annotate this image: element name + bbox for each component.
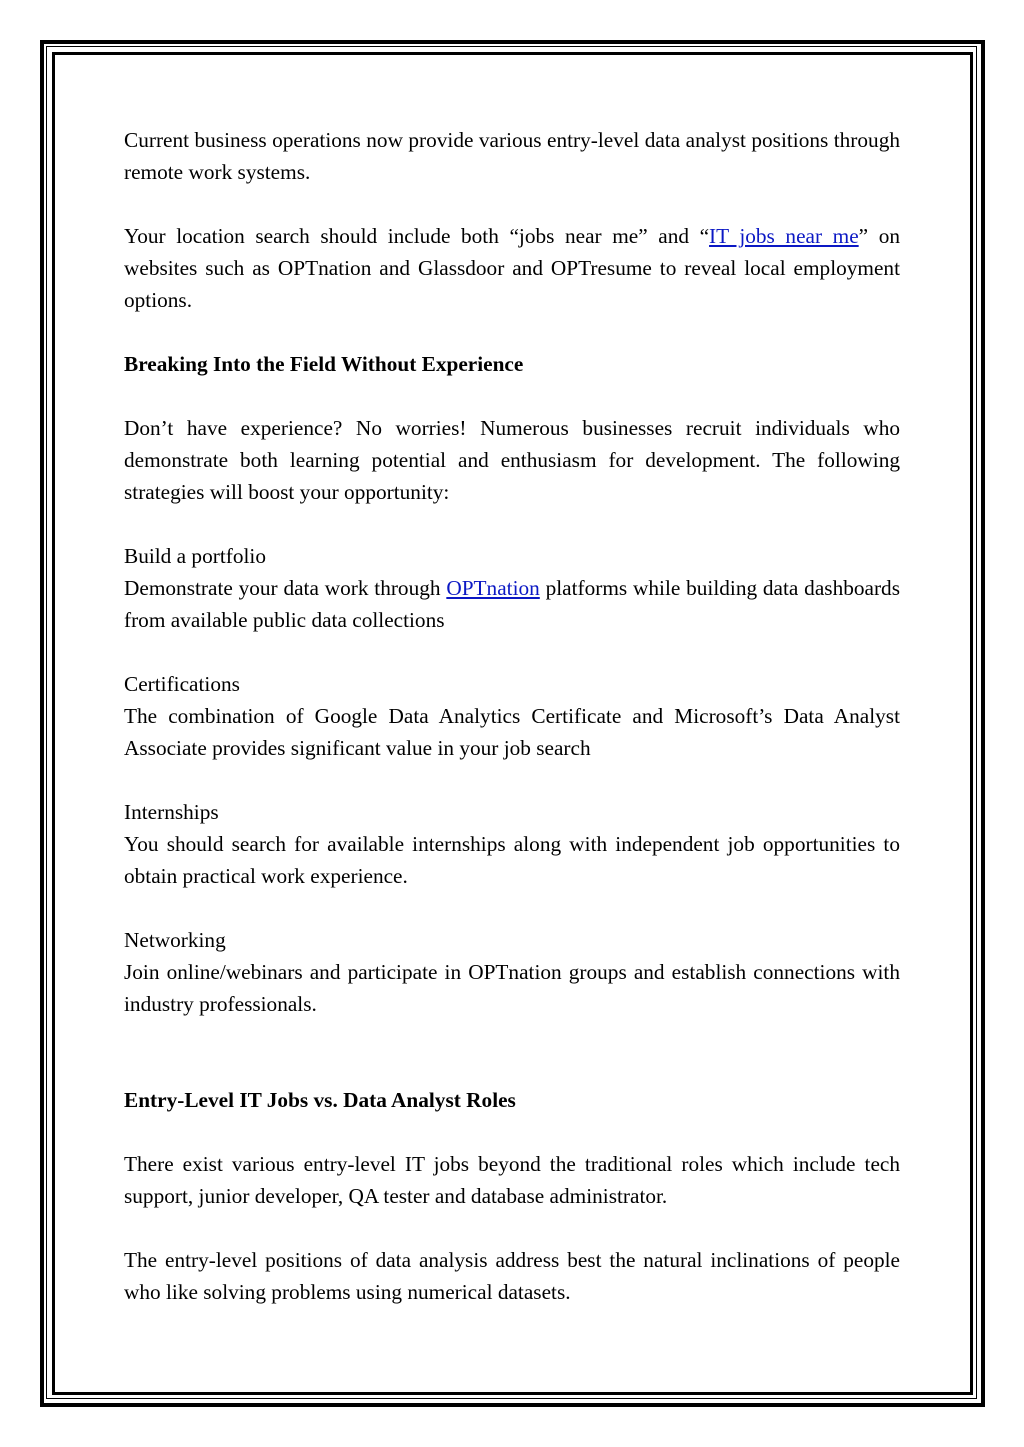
- strategy-text: Join online/webinars and participate in OPTnation groups and establish connections with industry professionals.: [124, 960, 900, 1016]
- strategy-build-portfolio: [124, 540, 900, 636]
- section-heading-breaking-into-field: Breaking Into the Field Without Experience: [124, 352, 524, 376]
- paragraph-data-analysis-positions: The entry-level positions of data analysis address best the natural inclinations of people who like solving problems using numerical datasets.: [124, 1248, 900, 1304]
- strategy-title: Certifications: [124, 672, 240, 696]
- strategy-text: [124, 572, 900, 636]
- paragraph-text: ” on websites such as OPTnation and Glassdoor and OPTresume to reveal local employment options.: [124, 224, 901, 312]
- strategy-networking: [124, 924, 900, 1020]
- strategy-text: You should search for available internships along with independent job opportunities to obtain practical work experience.: [124, 832, 900, 888]
- optnation-link[interactable]: OPTnation: [446, 576, 540, 600]
- strategy-text: The combination of Google Data Analytics Certificate and Microsoft’s Data Analyst Associate provides significant value in your job search: [124, 704, 900, 760]
- section-heading-it-jobs-vs-data-analyst: Entry-Level IT Jobs vs. Data Analyst Roles: [124, 1088, 516, 1112]
- paragraph-location-search: [124, 220, 900, 316]
- strategy-title: Build a portfolio: [124, 544, 266, 568]
- paragraph-entry-level-it-jobs: There exist various entry-level IT jobs beyond the traditional roles which include tech support, junior developer, QA tester and database administrator.: [124, 1152, 900, 1208]
- strategy-title: Networking: [124, 928, 226, 952]
- paragraph-remote-positions: Current business operations now provide various entry-level data analyst positions through remote work systems.: [124, 128, 900, 184]
- it-jobs-near-me-link[interactable]: IT jobs near me: [709, 224, 859, 248]
- paragraph-text: Demonstrate your data work through: [124, 576, 447, 600]
- strategy-internships: [124, 796, 900, 892]
- paragraph-text: Your location search should include both “jobs near me” and “: [124, 224, 710, 248]
- strategy-certifications: [124, 668, 900, 764]
- strategy-title: Internships: [124, 800, 219, 824]
- document-body: [124, 124, 900, 1340]
- paragraph-text: platforms while building data dashboards from available public data collections: [124, 576, 900, 632]
- paragraph-no-experience: Don’t have experience? No worries! Numerous businesses recruit individuals who demonstrate both learning potential and enthusiasm for development. The following strategies will boost your opportunity:: [124, 416, 900, 504]
